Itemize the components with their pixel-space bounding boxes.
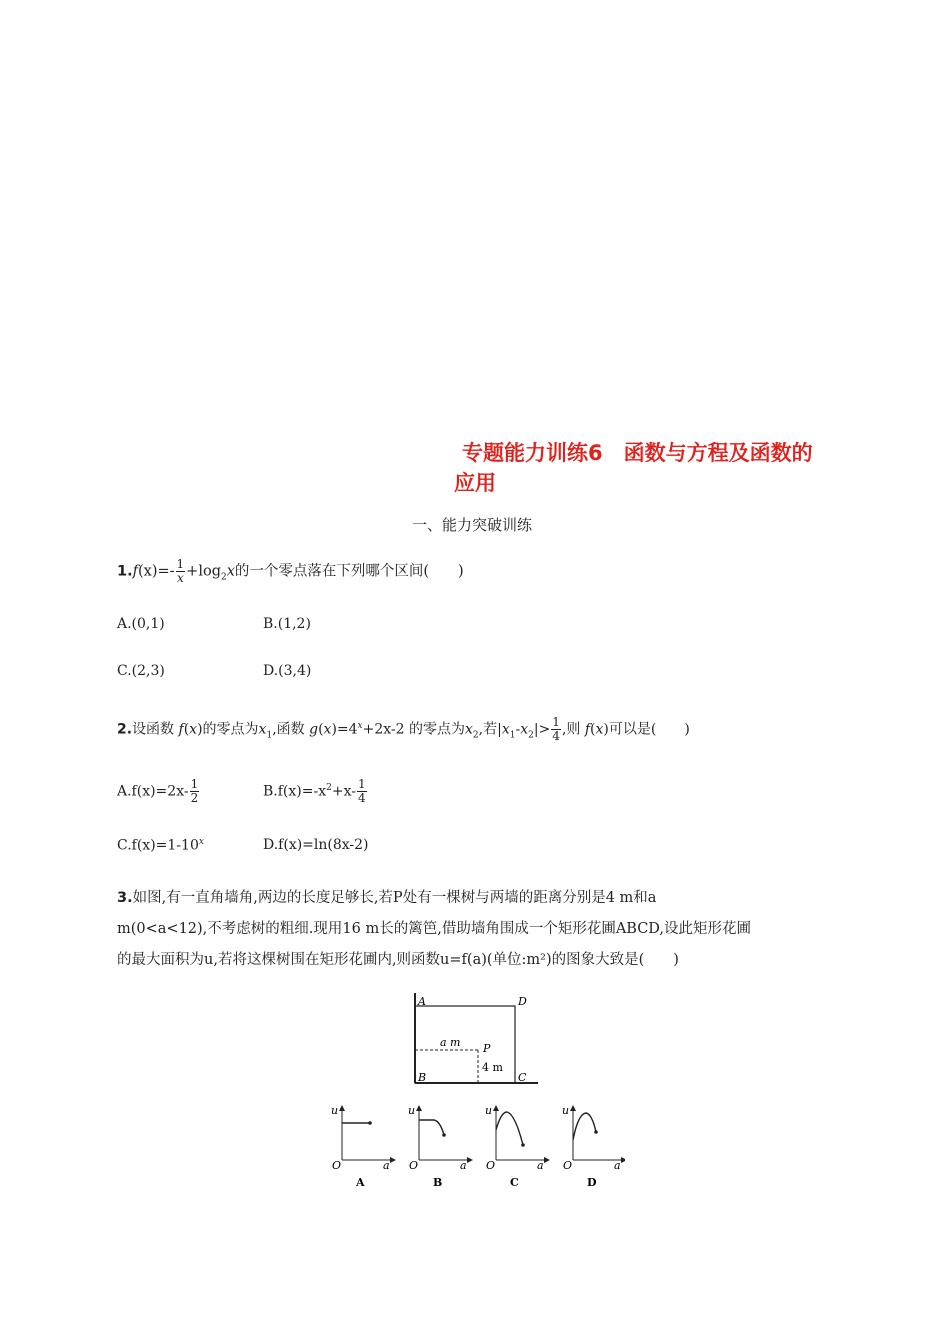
- question-3: [117, 883, 751, 976]
- question-text-line-1: 如图,有一直角墙角,两边的长度足够长,若P处有一棵树与两墙的距离分别是4 m和a: [132, 890, 657, 906]
- label-b-corner: B: [418, 1071, 427, 1084]
- svg-text:u: u: [331, 1104, 339, 1117]
- question-number: 1.: [117, 563, 133, 580]
- fraction: [176, 558, 186, 585]
- page-title: [454, 438, 813, 498]
- title-line-2: 应用: [454, 471, 496, 495]
- svg-text:B: B: [433, 1176, 443, 1189]
- question-text: ,函数: [272, 721, 305, 738]
- label-a-m: a m: [440, 1036, 461, 1049]
- svg-text:a: a: [537, 1159, 544, 1172]
- graph-b: [408, 1104, 472, 1189]
- formula-part: +2x-2: [362, 721, 405, 738]
- option-d: D.(3,4): [263, 663, 312, 679]
- question-number: 3.: [117, 890, 133, 906]
- svg-text:O: O: [332, 1159, 342, 1172]
- question-text: 的一个零点落在下列哪个区间( ): [234, 563, 464, 580]
- question-text: ,若|: [478, 721, 502, 738]
- svg-text:O: O: [409, 1159, 419, 1172]
- subscript: 2: [220, 572, 227, 583]
- wall-corner-figure: [405, 990, 545, 1090]
- option-c: $C.f(x)=1-10^x$: [117, 837, 204, 854]
- formula-part: =4: [336, 721, 358, 738]
- question-text: 设函数: [132, 721, 175, 738]
- svg-text:u: u: [485, 1104, 493, 1117]
- svg-text:O: O: [486, 1159, 496, 1172]
- svg-text:u: u: [562, 1104, 570, 1117]
- svg-text:A: A: [356, 1176, 365, 1189]
- svg-text:D: D: [587, 1176, 597, 1189]
- section-heading: 一、能力突破训练: [412, 516, 533, 534]
- question-2: 2.设函数 f(x)的零点为$x_1$,函数 $g(x)=4^x+2x-2$ 的零点为$x_2$,若$|x_1-x_2|>$ $\frac{1}{4}$ ,则 f(x)可以是( ): [117, 715, 690, 744]
- denominator: x: [176, 571, 184, 585]
- formula-part: |>: [533, 721, 551, 738]
- formula-part: +log: [186, 563, 221, 580]
- svg-text:a: a: [460, 1159, 467, 1172]
- label-p-tree: P: [483, 1042, 491, 1055]
- question-text: ,则: [561, 721, 581, 738]
- label-c-corner: C: [518, 1071, 527, 1084]
- option-b: $B.f(x)=-x^2+x-$ $\frac{1}{4}$: [263, 777, 366, 805]
- svg-text:O: O: [563, 1159, 573, 1172]
- question-text-line-2: m(0<a<12),不考虑树的粗细.现用16 m长的篱笆,借助墙角围成一个矩形花圃ABCD,设此矩形花圃: [117, 921, 752, 937]
- graph-d: [562, 1104, 625, 1189]
- graph-c: [485, 1104, 549, 1189]
- svg-text:a: a: [614, 1159, 621, 1172]
- answer-graphs: [325, 1100, 625, 1190]
- option-b: B.(1,2): [263, 616, 311, 632]
- option-c: C.(2,3): [117, 663, 165, 679]
- fraction: $\frac{1}{2}$: [190, 777, 199, 805]
- option-a: A.f(x)=2x- $\frac{1}{2}$: [117, 777, 199, 805]
- label-a-corner: A: [418, 995, 426, 1008]
- option-d: D.f(x)=ln(8x-2): [263, 837, 369, 853]
- question-number: 2.: [117, 721, 133, 738]
- graph-a: [331, 1104, 395, 1189]
- question-text: 可以是( ): [608, 721, 690, 738]
- function-name: f: [132, 563, 138, 580]
- svg-text:C: C: [510, 1176, 519, 1189]
- numerator: 1: [176, 557, 185, 571]
- label-d-corner: D: [518, 995, 527, 1008]
- svg-text:u: u: [408, 1104, 416, 1117]
- svg-text:a: a: [383, 1159, 390, 1172]
- label-4-m: 4 m: [482, 1061, 503, 1074]
- fraction: $\frac{1}{4}$: [357, 777, 366, 805]
- fraction: $\frac{1}{4}$: [552, 715, 560, 744]
- option-a: A.(0,1): [117, 616, 165, 632]
- formula-part: (x)=-: [137, 563, 175, 580]
- question-text: 的零点为: [409, 721, 466, 738]
- question-1: [117, 558, 464, 588]
- title-line-1: 专题能力训练6 函数与方程及函数的: [462, 441, 813, 465]
- question-text-line-3: 的最大面积为u,若将这棵树围在矩形花圃内,则函数u=f(a)(单位:m²)的图象大致是( ): [117, 952, 679, 968]
- question-text: 的零点为: [202, 721, 259, 738]
- variable: x: [226, 563, 235, 580]
